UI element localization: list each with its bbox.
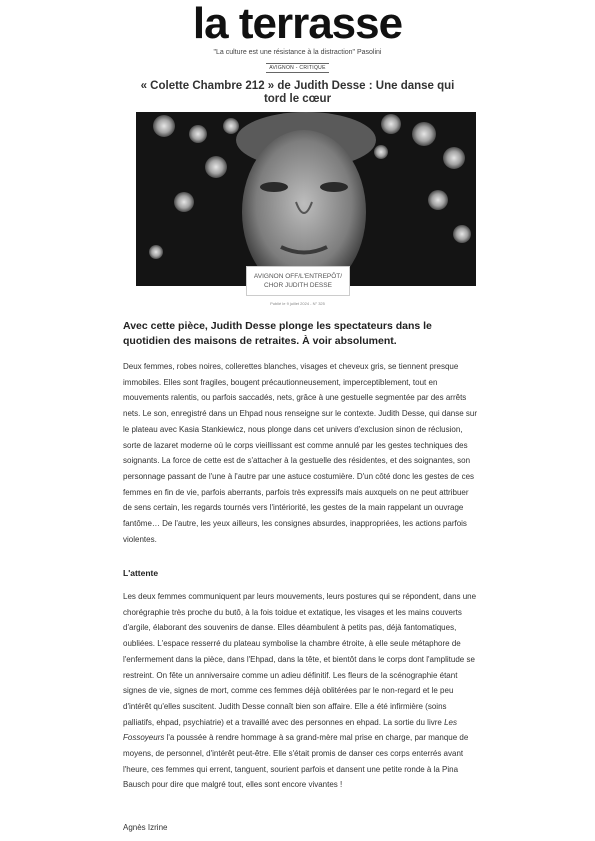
article-photo [136, 112, 476, 286]
site-logo[interactable]: la terrasse [192, 0, 403, 48]
masthead [0, 2, 595, 74]
section-rubric[interactable]: AVIGNON - CRITIQUE [266, 63, 328, 73]
article-paragraph-1: Deux femmes, robes noires, collerettes blanches, visages et cheveux gris, se tiennent presque immobiles. Elles sont fragiles, bougent précautionneusement, imperceptiblement, tout en mouvements ralentis, ou parfois saccadés, nets, grâce à une gestuelle segmentée par des arrêts nets. Le son, enregistré dans un Ehpad nous renseigne sur le contexte. Judith Desse, qui danse sur le plateau avec Kasia Stankiewicz, nous plonge dans cet univers d'exclusion sinon de réclusion, sorte de lazaret moderne où le corps vieillissant est comme annulé par les gestes techniques des soignants. La force de cette est de s'attacher à la gestuelle des résidentes, et des soignantes, son personnage passant de l'une à l'autre par une astuce costumière. D'un côté donc les gestes de ces femmes en fin de vie, parfois aberrants, parfois très expressifs mais auxquels on ne peut attribuer de sens certain, les regards tournés vers l'intériorité, les gestes de la main rappelant un ouvrage fantôme… De l'autre, les yeux ailleurs, les consignes absurdes, inappropriées, les actions parfois violentes. [123, 362, 477, 544]
portrait-illustration [136, 112, 476, 286]
book-title: Les Fossoyeurs [123, 717, 457, 743]
photo-credit: Publié le 9 juillet 2024 - N° 325 [270, 301, 325, 306]
article-author[interactable]: Agnès Izrine [123, 823, 168, 832]
article-title: « Colette Chambre 212 » de Judith Desse : Une danse qui tord le cœur [140, 80, 455, 105]
article-paragraph-2 [123, 589, 477, 793]
site-motto: "La culture est une résistance à la distraction" Pasolini [213, 49, 382, 56]
photo-caption: AVIGNON OFF/L'ENTREPÔT/ CHOR JUDITH DESSE [246, 266, 350, 296]
article-lead: Avec cette pièce, Judith Desse plonge les spectateurs dans le quotidien des maisons de retraites. À voir absolument. [123, 320, 432, 347]
paragraph-2-part-1: Les deux femmes communiquent par leurs mouvements, leurs postures qui se répondent, dans une chorégraphie très proche du butô, à la fois toidue et extatique, les visages et les mains couverts d'argile, élaborant des souvenirs de danse. Elles déambulent à petits pas, déjà fantomatiques, oubliées. L'espace resserré du plateau symbolise la chambre étroite, à elle seule métaphore de l'enfermement dans la pièce, dans l'Ehpad, dans la tête, et bientôt dans le corps dont l'amplitude se restreint. On fête un anniversaire comme un adieu définitif. Les fleurs de la scénographie étant signes de vie, signes de mort, comme ces femmes déjà oblitérées par le non-regard et le peu d'intérêt qu'elles suscitent. Judith Desse connaît bien son affaire. Elle a été infirmière (soins palliatifs, ehpad, psychiatrie) et a travaillé avec des personnes en ehpad. La sortie du livre [123, 592, 477, 727]
paragraph-2-part-2: l'a poussée à rendre hommage à sa grand-mère mal prise en charge, par manque de moyens, de personnel, d'intérêt peut-être. Elle s'était promis de danser ces corps enterrés avant l'heure, ces femmes qui errent, tanguent, sourient parfois et dansent une petite ronde à la Pina Bausch pour dire que malgré tout, elles sont encore vivantes ! [123, 733, 469, 790]
article-subhead: L'attente [123, 568, 159, 578]
